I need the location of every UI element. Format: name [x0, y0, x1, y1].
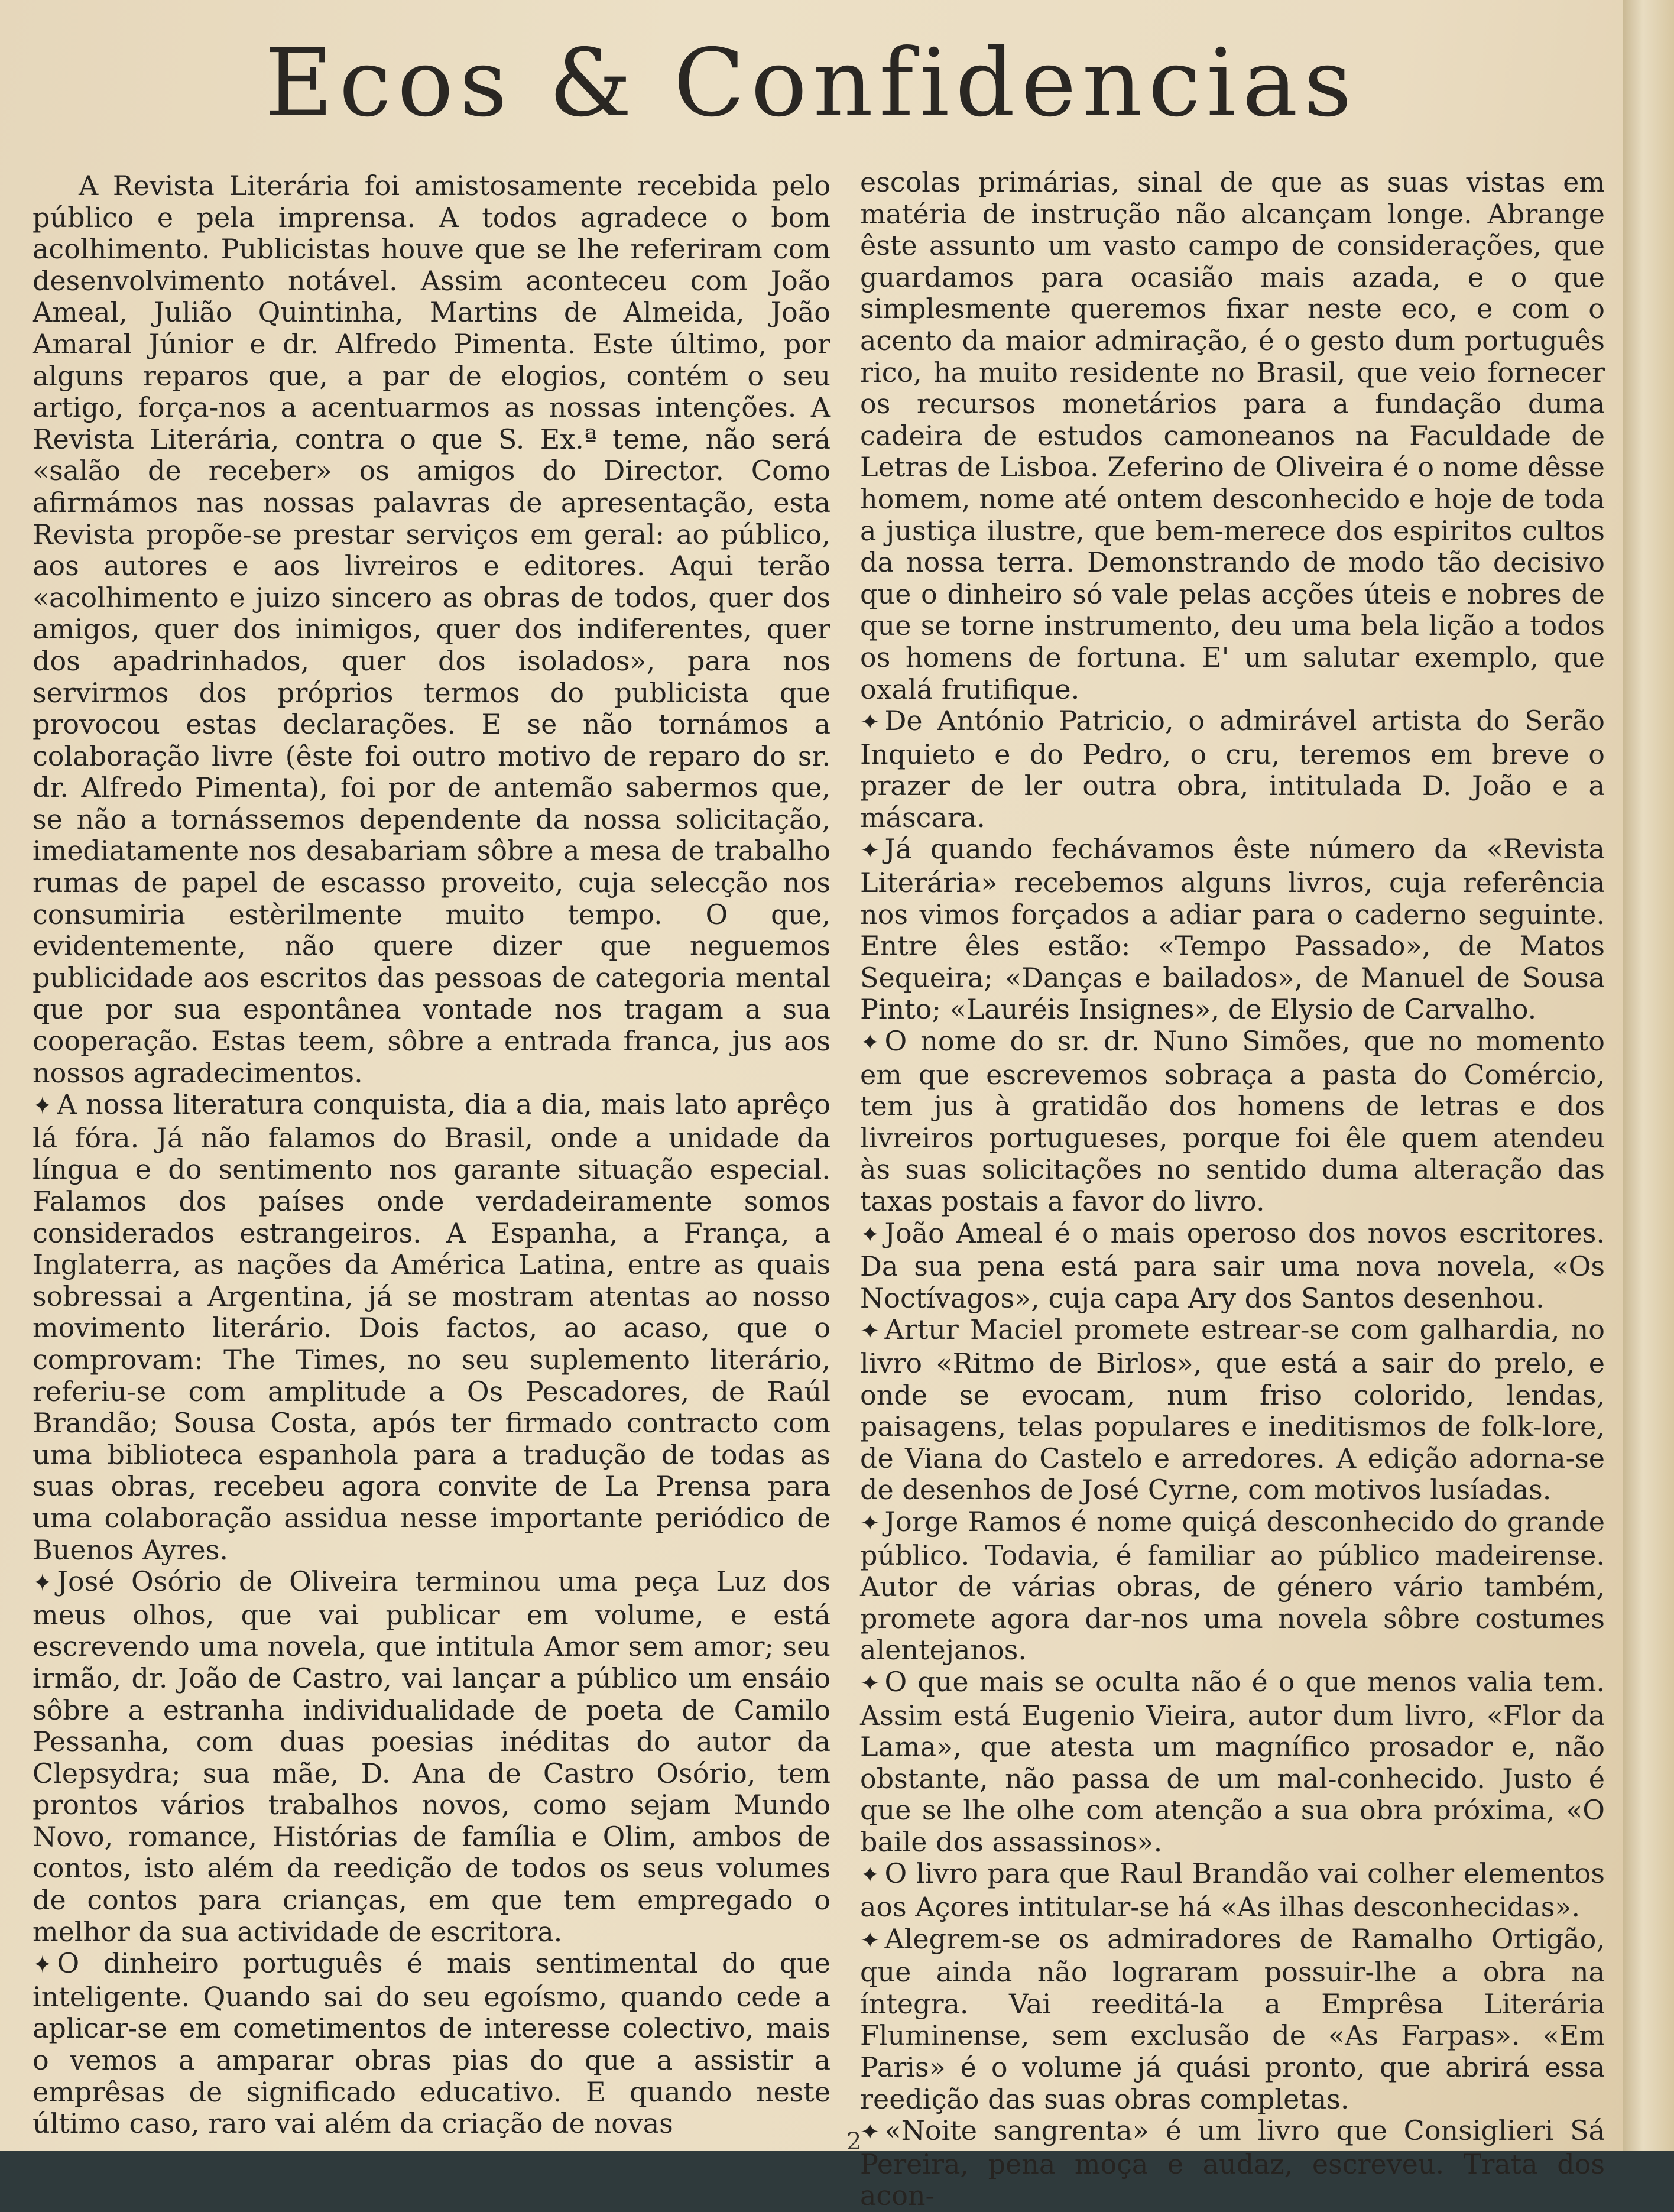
diamond-bullet-icon: ✦: [860, 1221, 880, 1248]
paragraph-dinheiro: ✦ O dinheiro português é mais sentimental do que inteligente. Quando sai do seu egoísmo, quando cede a aplicar-se em cometimentos de interesse colectivo, mais o vemos a amparar obras pias do que a assistir a emprêsas de significado educativo. E quando neste último caso, raro vai além da criação de novas: [33, 1947, 830, 2140]
paragraph-ortigao: ✦ Alegrem-se os admiradores de Ramalho Ortigão, que ainda não lograram possuir-lhe a obra na íntegra. Vai reeditá-la a Emprêsa Literária Fluminense, sem exclusão de «As Farpas». «Em Paris» é o volume já quási pronto, que abrirá essa reedição das suas obras completas.: [860, 1922, 1605, 2115]
diamond-bullet-icon: ✦: [860, 2119, 880, 2146]
diamond-bullet-icon: ✦: [33, 1569, 53, 1597]
diamond-bullet-icon: ✦: [860, 1318, 880, 1345]
page-title: Ecos & Confidencias: [265, 29, 1358, 138]
paragraph-osorio: ✦ José Osório de Oliveira terminou uma peça Luz dos meus olhos, que vai publicar em volume, e está escrevendo uma novela, que intitula Amor sem amor; seu irmão, dr. João de Castro, vai lançar a público um ensáio sôbre a estranha individualidade de poeta de Camilo Pessanha, com duas poesias inéditas do autor da Clepsydra; sua mãe, D. Ana de Castro Osório, tem prontos vários trabalhos novos, como sejam Mundo Novo, romance, Histórias de família e Olim, ambos de contos, isto além da reedição de todos os seus volumes de contos para crianças, em que tem empregado o melhor da sua actividade de escritora.: [33, 1565, 830, 1948]
paragraph-literatura: ✦ A nossa literatura conquista, dia a dia, mais lato aprêço lá fóra. Já não falamos do Brasil, onde a unidade da língua e do sentimento nos garante situação especial. Falamos dos países onde verdadeiramente somos considerados estrangeiros. A Espanha, a França, a Inglaterra, as nações da América Latina, entre as quais sobressai a Argentina, já se mostram atentas ao nosso movimento literário. Dois factos, ao acaso, que o comprovam: The Times, no seu suplemento literário, referiu-se com amplitude a Os Pescadores, de Raúl Brandão; Sousa Costa, após ter firmado contracto com uma biblioteca espanhola para a tradução de todas as suas obras, recebeu agora convite de La Prensa para uma colaboração assidua nesse importante periódico de Buenos Ayres.: [33, 1088, 830, 1566]
paragraph-livros: ✦ Já quando fechávamos êste número da «Revista Literária» recebemos alguns livros, cuja referência nos vimos forçados a adiar para o caderno seguinte. Entre êles estão: «Tempo Passado», de Matos Sequeira; «Danças e bailados», de Manuel de Sousa Pinto; «Lauréis Insignes», de Elysio de Carvalho.: [860, 833, 1605, 1026]
left-column: [33, 170, 830, 2140]
paragraph-ameal: ✦ João Ameal é o mais operoso dos novos escritores. Da sua pena está para sair uma nova novela, «Os Noctívagos», cuja capa Ary dos Santos desenhou.: [860, 1217, 1605, 1314]
diamond-bullet-icon: ✦: [33, 1951, 53, 1979]
paragraph-escolas: escolas primárias, sinal de que as suas vistas em matéria de instrução não alcançam longe. Abrange êste assunto um vasto campo de considerações, que guardamos para ocasião mais azada, e o que simplesmente queremos fixar neste eco, e com o acento da maior admiração, é o gesto dum português rico, ha muito residente no Brasil, que veio fornecer os recursos monetários para a fundação duma cadeira de estudos camoneanos na Faculdade de Letras de Lisboa. Zeferino de Oliveira é o nome dêsse homem, nome até ontem desconhecido e hoje de toda a justiça ilustre, que bem-merece dos espiritos cultos da nossa terra. Demonstrando de modo tão decisivo que o dinheiro só vale pelas acções úteis e nobres de que se torne instrumento, deu uma bela lição a todos os homens de fortuna. E' um salutar exemplo, que oxalá frutifique.: [860, 166, 1605, 705]
paragraph-brandao: ✦ O livro para que Raul Brandão vai colher elementos aos Açores intitular-se há «As ilhas desconhecidas».: [860, 1857, 1605, 1924]
paragraph-vieira: ✦ O que mais se oculta não é o que menos valia tem. Assim está Eugenio Vieira, autor dum livro, «Flor da Lama», que atesta um magnífico prosador e, não obstante, não passa de um mal-conhecido. Justo é que se lhe olhe com atenção a sua obra próxima, «O baile dos assassinos».: [860, 1665, 1605, 1858]
paragraph-noite: ✦ «Noite sangrenta» é um livro que Consiglieri Sá Pereira, pena moça e audaz, escreveu. Trata dos acon-: [860, 2114, 1605, 2212]
diamond-bullet-icon: ✦: [860, 1509, 880, 1537]
diamond-bullet-icon: ✦: [860, 1926, 880, 1954]
diamond-bullet-icon: ✦: [33, 1092, 53, 1120]
diamond-bullet-icon: ✦: [860, 837, 880, 865]
right-column: [860, 167, 1605, 2212]
paragraph-revista: A Revista Literária foi amistosamente recebida pelo público e pela imprensa. A todos agradece o bom acolhimento. Publicistas houve que se lhe referiram com desenvolvimento notável. Assim aconteceu com João Ameal, Julião Quintinha, Martins de Almeida, João Amaral Júnior e dr. Alfredo Pimenta. Este último, por alguns reparos que, a par de elogios, contém o seu artigo, força-nos a acentuarmos as nossas intenções. A Revista Literária, contra o que S. Ex.ª teme, não será «salão de receber» os amigos do Director. Como afirmámos nas nossas palavras de apresentação, esta Revista propõe-se prestar serviços em geral: ao público, aos autores e aos livreiros e editores. Aqui terão «acolhimento e juizo sincero as obras de todos, quer dos amigos, quer dos inimigos, quer dos indiferentes, quer dos apadrinhados, quer dos isolados», para nos servirmos dos próprios termos do publicista que provocou estas declarações. E se não tornámos a colaboração livre (êste foi outro motivo de reparo do sr. dr. Alfredo Pimenta), foi por de antemão sabermos que, se não a tornássemos dependente da nossa solicitação, imediatamente nos desabariam sôbre a mesa de trabalho rumas de papel de escasso proveito, cuja selecção nos consumiria estèrilmente muito tempo. O que, evidentemente, não quere dizer que neguemos publicidade aos escritos das pessoas de categoria mental que por sua espontânea vontade nos tragam a sua cooperação. Estas teem, sôbre a entrada franca, jus aos nossos agradecimentos.: [33, 170, 830, 1089]
page-number: 2: [846, 2128, 862, 2155]
diamond-bullet-icon: ✦: [860, 1861, 880, 1889]
paragraph-ramos: ✦ Jorge Ramos é nome quiçá desconhecido do grande público. Todavia, é familiar ao público madeirense. Autor de várias obras, de género vário também, promete agora dar-nos uma novela sôbre costumes alentejanos.: [860, 1505, 1605, 1666]
diamond-bullet-icon: ✦: [860, 1669, 880, 1697]
diamond-bullet-icon: ✦: [860, 709, 880, 737]
next-page-edge: [1623, 0, 1674, 2151]
paragraph-patricio: ✦ De António Patricio, o admirável artista do Serão Inquieto e do Pedro, o cru, teremos em breve o prazer de ler outra obra, intitulada D. João e a máscara.: [860, 705, 1605, 833]
paragraph-maciel: ✦ Artur Maciel promete estrear-se com galhardia, no livro «Ritmo de Birlos», que está a sair do prelo, e onde se evocam, num friso colorido, lendas, paisagens, telas populares e ineditismos de folk-lore, de Viana do Castelo e arredores. A edição adorna-se de desenhos de José Cyrne, com motivos lusíadas.: [860, 1313, 1605, 1506]
diamond-bullet-icon: ✦: [860, 1029, 880, 1057]
paragraph-simoes: ✦ O nome do sr. dr. Nuno Simões, que no momento em que escrevemos sobraça a pasta do Comércio, tem jus à gratidão dos homens de letras e dos livreiros portugueses, porque foi êle quem atendeu às suas solicitações no sentido duma alteração das taxas postais a favor do livro.: [860, 1025, 1605, 1217]
